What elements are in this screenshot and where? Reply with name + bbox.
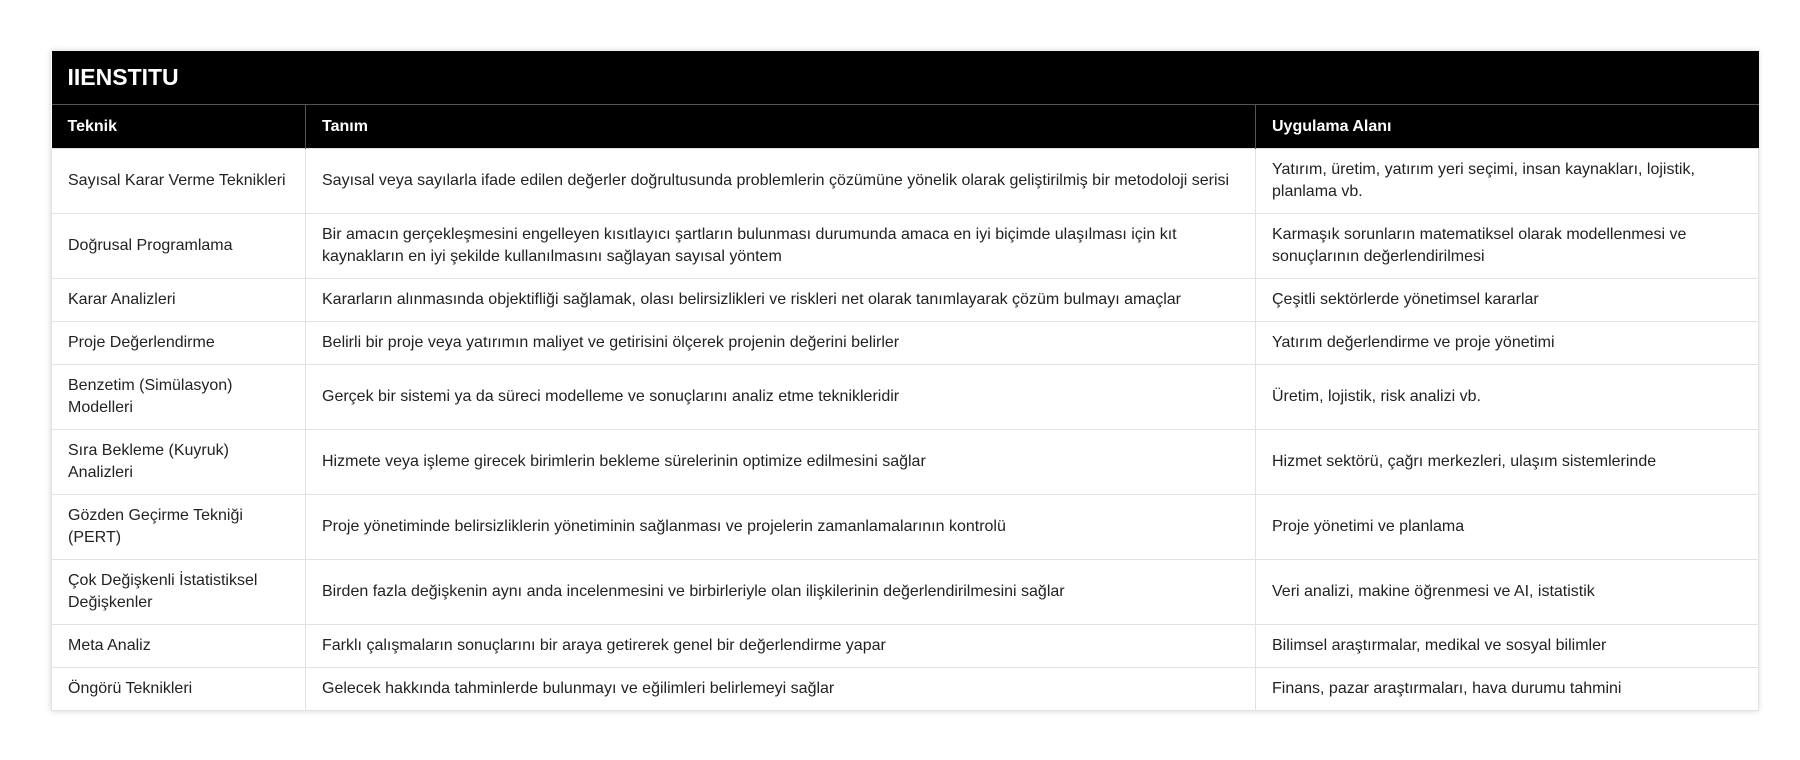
cell-tanim: Gelecek hakkında tahminlerde bulunmayı ve eğilimleri belirlemeyi sağlar <box>306 668 1256 711</box>
cell-tanim: Belirli bir proje veya yatırımın maliyet ve getirisini ölçerek projenin değerini belirler <box>306 322 1256 365</box>
cell-teknik: Sıra Bekleme (Kuyruk) Analizleri <box>52 430 306 495</box>
cell-tanim: Gerçek bir sistemi ya da süreci modelleme ve sonuçlarını analiz etme teknikleridir <box>306 365 1256 430</box>
table-title: IIENSTITU <box>52 51 1759 105</box>
header-teknik: Teknik <box>52 105 306 149</box>
cell-teknik: Gözden Geçirme Tekniği (PERT) <box>52 495 306 560</box>
header-tanim: Tanım <box>306 105 1256 149</box>
table-row <box>52 625 1759 668</box>
cell-uygulama-alani: Yatırım değerlendirme ve proje yönetimi <box>1256 322 1759 365</box>
cell-uygulama-alani: Yatırım, üretim, yatırım yeri seçimi, insan kaynakları, lojistik, planlama vb. <box>1256 149 1759 214</box>
cell-teknik: Benzetim (Simülasyon) Modelleri <box>52 365 306 430</box>
header-uygulama-alani: Uygulama Alanı <box>1256 105 1759 149</box>
cell-teknik: Karar Analizleri <box>52 279 306 322</box>
table-row <box>52 214 1759 279</box>
cell-uygulama-alani: Proje yönetimi ve planlama <box>1256 495 1759 560</box>
cell-uygulama-alani: Finans, pazar araştırmaları, hava durumu tahmini <box>1256 668 1759 711</box>
cell-tanim: Kararların alınmasında objektifliği sağlamak, olası belirsizlikleri ve riskleri net olarak tanımlayarak çözüm bulmayı amaçlar <box>306 279 1256 322</box>
cell-uygulama-alani: Karmaşık sorunların matematiksel olarak modellenmesi ve sonuçlarının değerlendirilmesi <box>1256 214 1759 279</box>
cell-tanim: Bir amacın gerçekleşmesini engelleyen kısıtlayıcı şartların bulunması durumunda amaca en iyi biçimde ulaşılması için kıt kaynakların en iyi şekilde kullanılmasını sağlayan sayısal yöntem <box>306 214 1256 279</box>
cell-teknik: Sayısal Karar Verme Teknikleri <box>52 149 306 214</box>
cell-tanim: Farklı çalışmaların sonuçlarını bir araya getirerek genel bir değerlendirme yapar <box>306 625 1256 668</box>
cell-tanim: Birden fazla değişkenin aynı anda incelenmesini ve birbirleriyle olan ilişkilerinin değerlendirilmesini sağlar <box>306 560 1256 625</box>
cell-teknik: Çok Değişkenli İstatistiksel Değişkenler <box>52 560 306 625</box>
cell-tanim: Proje yönetiminde belirsizliklerin yönetiminin sağlanması ve projelerin zamanlamalarının kontrolü <box>306 495 1256 560</box>
cell-uygulama-alani: Üretim, lojistik, risk analizi vb. <box>1256 365 1759 430</box>
cell-tanim: Sayısal veya sayılarla ifade edilen değerler doğrultusunda problemlerin çözümüne yönelik olarak geliştirilmiş bir metodoloji serisi <box>306 149 1256 214</box>
cell-teknik: Proje Değerlendirme <box>52 322 306 365</box>
table-card <box>51 51 1758 711</box>
cell-tanim: Hizmete veya işleme girecek birimlerin bekleme sürelerinin optimize edilmesini sağlar <box>306 430 1256 495</box>
table-row <box>52 495 1759 560</box>
cell-uygulama-alani: Bilimsel araştırmalar, medikal ve sosyal bilimler <box>1256 625 1759 668</box>
table-row <box>52 149 1759 214</box>
table-row <box>52 430 1759 495</box>
cell-teknik: Meta Analiz <box>52 625 306 668</box>
table-row <box>52 365 1759 430</box>
cell-uygulama-alani: Hizmet sektörü, çağrı merkezleri, ulaşım sistemlerinde <box>1256 430 1759 495</box>
cell-uygulama-alani: Veri analizi, makine öğrenmesi ve AI, istatistik <box>1256 560 1759 625</box>
table-row <box>52 668 1759 711</box>
table-row <box>52 560 1759 625</box>
cell-teknik: Öngörü Teknikleri <box>52 668 306 711</box>
table-row <box>52 279 1759 322</box>
techniques-table <box>51 51 1759 711</box>
table-title-row <box>52 51 1759 105</box>
cell-uygulama-alani: Çeşitli sektörlerde yönetimsel kararlar <box>1256 279 1759 322</box>
cell-teknik: Doğrusal Programlama <box>52 214 306 279</box>
table-header-row <box>52 105 1759 149</box>
table-row <box>52 322 1759 365</box>
